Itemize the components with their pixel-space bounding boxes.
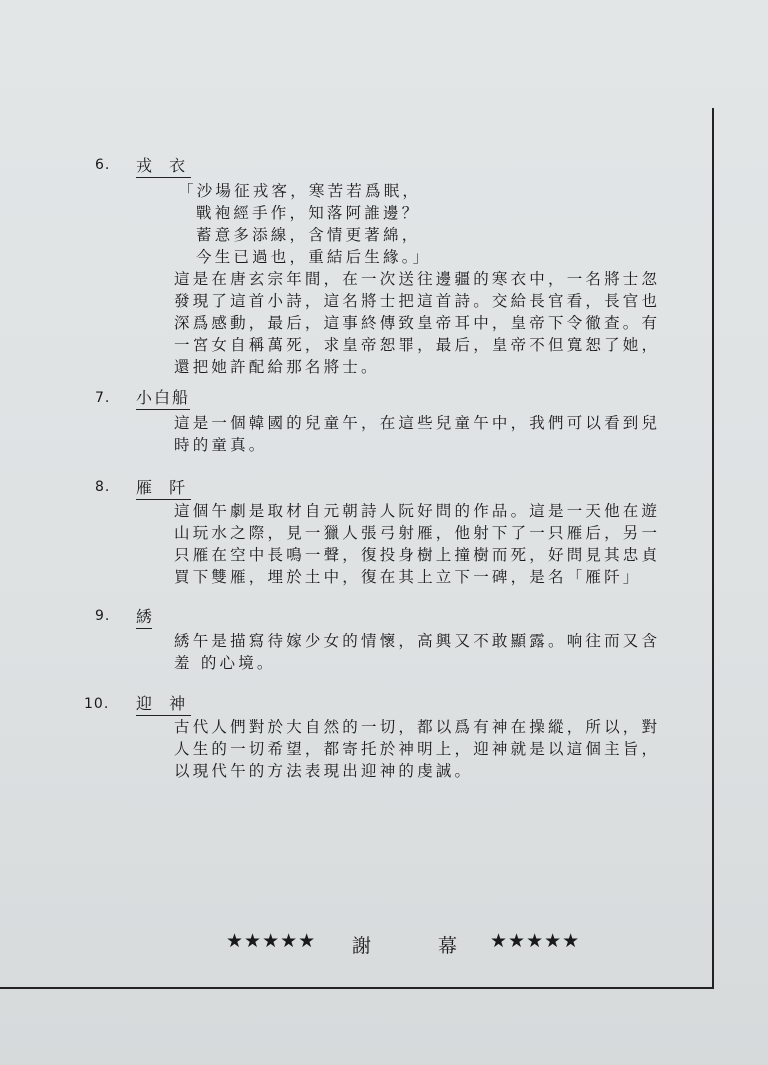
paragraph-line: 深爲感動，最后，這事終傳致皇帝耳中，皇帝下令徹查。有 bbox=[174, 314, 661, 332]
paragraph-line: 時的童真。 bbox=[174, 436, 268, 454]
paragraph-line: 買下雙雁，埋於土中，復在其上立下一碑，是名「雁阡」 bbox=[174, 568, 642, 586]
poem-line: 戰袍經手作，知落阿誰邊？ bbox=[196, 204, 421, 222]
item-number: 8. bbox=[95, 479, 111, 495]
stars-right: ★★★★★ bbox=[490, 930, 581, 952]
closing-char-curtain: 幕 bbox=[438, 935, 458, 957]
item-number: 9. bbox=[95, 608, 111, 624]
paragraph-line: 這個午劇是取材自元朝詩人阮好問的作品。這是一天他在遊 bbox=[174, 502, 661, 520]
closing-footer bbox=[0, 930, 768, 960]
paragraph-line: 綉午是描寫待嫁少女的情懷，高興又不敢顯露。响往而又含 bbox=[174, 632, 661, 650]
item-title: 綉 bbox=[136, 607, 152, 629]
poem-line: 蓄意多添線，含情更著綿， bbox=[196, 226, 421, 244]
poem-line: 「沙場征戎客，寒苦若爲眠， bbox=[178, 182, 422, 200]
paragraph-line: 還把她許配給那名將士。 bbox=[174, 358, 380, 376]
page-border-bottom bbox=[0, 987, 714, 989]
item-title: 戎 衣 bbox=[136, 156, 191, 178]
paragraph-line: 古代人們對於大自然的一切，都以爲有神在操縱，所以，對 bbox=[174, 718, 661, 736]
paragraph-line: 一宮女自稱萬死，求皇帝恕罪，最后，皇帝不但寬恕了她， bbox=[174, 336, 661, 354]
paragraph-line: 以現代午的方法表現出迎神的虔誠。 bbox=[174, 762, 474, 780]
paragraph-line: 羞 的心境。 bbox=[174, 654, 276, 672]
paragraph-line: 人生的一切希望，都寄托於神明上，迎神就是以這個主旨， bbox=[174, 740, 661, 758]
stars-left: ★★★★★ bbox=[226, 930, 317, 952]
page-border-right bbox=[712, 108, 714, 988]
paragraph-line: 這是在唐玄宗年間，在一次送往邊疆的寒衣中，一名將士忽 bbox=[174, 270, 661, 288]
closing-char-thanks: 謝 bbox=[352, 935, 372, 957]
item-number: 7. bbox=[95, 390, 111, 406]
paragraph-line: 發現了這首小詩，這名將士把這首詩。交給長官看，長官也 bbox=[174, 292, 661, 310]
item-title: 小白船 bbox=[136, 388, 190, 410]
paragraph-line: 這是一個韓國的兒童午，在這些兒童午中，我們可以看到兒 bbox=[174, 414, 661, 432]
item-number: 10. bbox=[84, 696, 110, 712]
poem-line: 今生已過也，重結后生緣。」 bbox=[196, 248, 432, 266]
item-title: 迎 神 bbox=[136, 694, 191, 716]
item-number: 6. bbox=[95, 157, 111, 173]
paragraph-line: 山玩水之際，見一獵人張弓射雁，他射下了一只雁后，另一 bbox=[174, 524, 661, 542]
paragraph-line: 只雁在空中長鳴一聲，復投身樹上撞樹而死，好問見其忠貞 bbox=[174, 546, 661, 564]
item-title: 雁 阡 bbox=[136, 478, 191, 500]
